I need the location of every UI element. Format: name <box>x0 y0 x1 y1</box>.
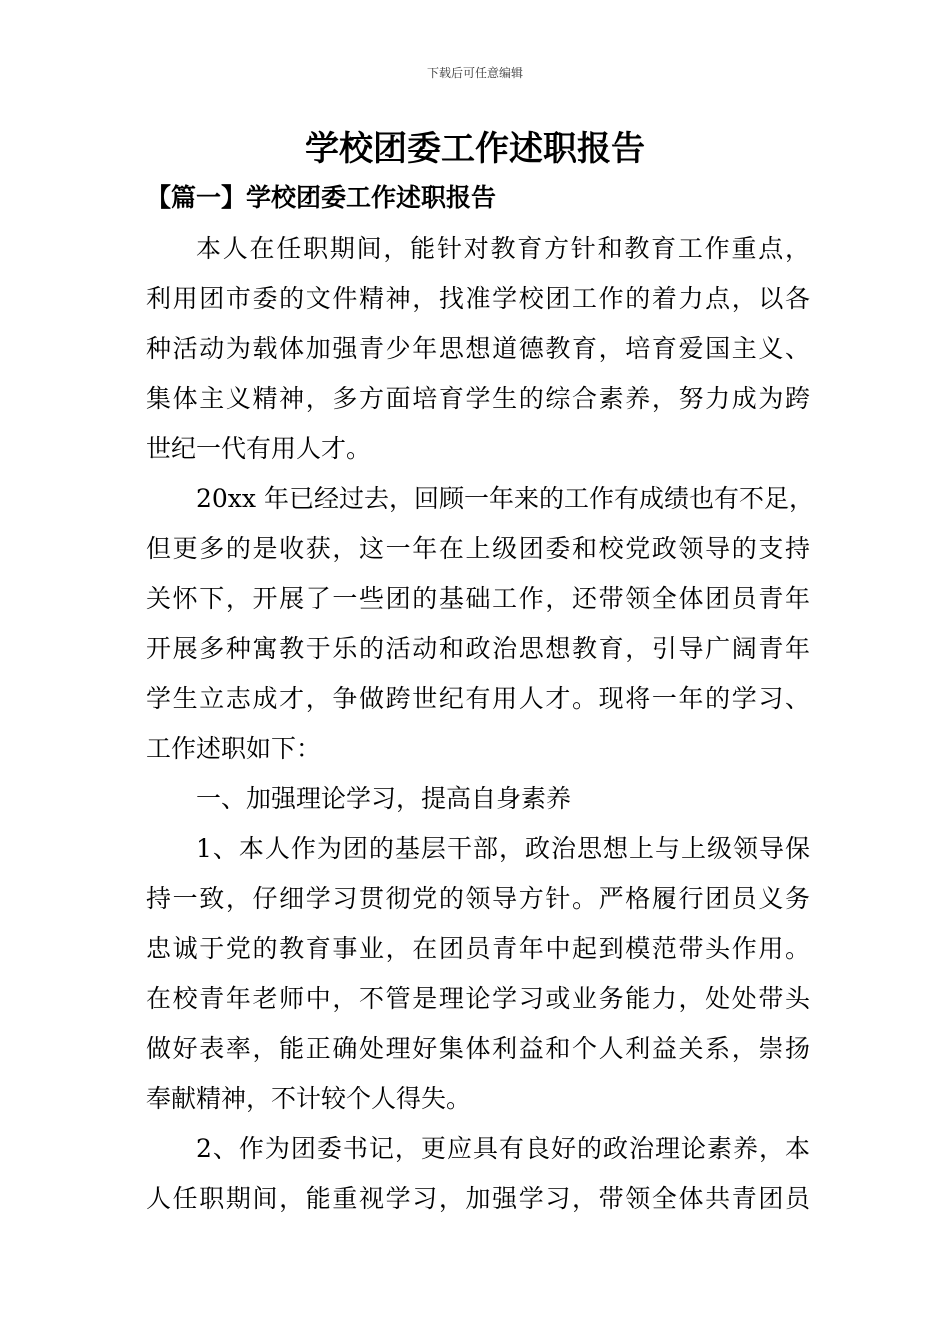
document-body <box>146 230 814 1230</box>
text-line: 种活动为载体加强青少年思想道德教育，培育爱国主义、 <box>146 334 810 363</box>
paragraph-2 <box>146 480 814 780</box>
text-line: 在校青年老师中，不管是理论学习或业务能力，处处带头 <box>146 984 810 1013</box>
text-line: 本人在任职期间，能针对教育方针和教育工作重点， <box>196 234 810 263</box>
section-heading: 【篇一】学校团委工作述职报告 <box>146 183 497 212</box>
text-line: 2、作为团委书记，更应具有良好的政治理论素养，本 <box>196 1134 810 1163</box>
text-line: 一、加强理论学习，提高自身素养 <box>196 784 572 813</box>
text-line: 1、本人作为团的基层干部，政治思想上与上级领导保 <box>196 834 810 863</box>
text-line: 关怀下，开展了一些团的基础工作，还带领全体团员青年 <box>146 584 810 613</box>
paragraph-4 <box>146 1130 810 1230</box>
text-line: 持一致，仔细学习贯彻党的领导方针。严格履行团员义务 <box>146 884 810 913</box>
text-line: 20xx 年已经过去，回顾一年来的工作有成绩也有不足， <box>196 484 814 513</box>
text-line: 工作述职如下： <box>146 734 322 763</box>
text-line: 但更多的是收获，这一年在上级团委和校党政领导的支持 <box>146 534 810 563</box>
text-line: 利用团市委的文件精神，找准学校团工作的着力点，以各 <box>146 284 810 313</box>
text-line: 集体主义精神，多方面培育学生的综合素养，努力成为跨 <box>146 384 810 413</box>
text-line: 忠诚于党的教育事业，在团员青年中起到模范带头作用。 <box>146 934 810 963</box>
text-line: 开展多种寓教于乐的活动和政治思想教育，引导广阔青年 <box>146 634 810 663</box>
page-header-note: 下载后可任意编辑 <box>426 66 523 80</box>
document-title: 学校团委工作述职报告 <box>305 129 645 169</box>
text-line: 人任职期间，能重视学习，加强学习，带领全体共青团员 <box>146 1184 810 1213</box>
subheading-1 <box>146 780 810 830</box>
text-line: 奉献精神，不计较个人得失。 <box>146 1084 472 1113</box>
text-line: 世纪一代有用人才。 <box>146 434 372 463</box>
text-line: 学生立志成才，争做跨世纪有用人才。现将一年的学习、 <box>146 684 810 713</box>
paragraph-3 <box>146 830 810 1130</box>
text-line: 做好表率，能正确处理好集体利益和个人利益关系，崇扬 <box>146 1034 810 1063</box>
paragraph-1 <box>146 230 810 480</box>
